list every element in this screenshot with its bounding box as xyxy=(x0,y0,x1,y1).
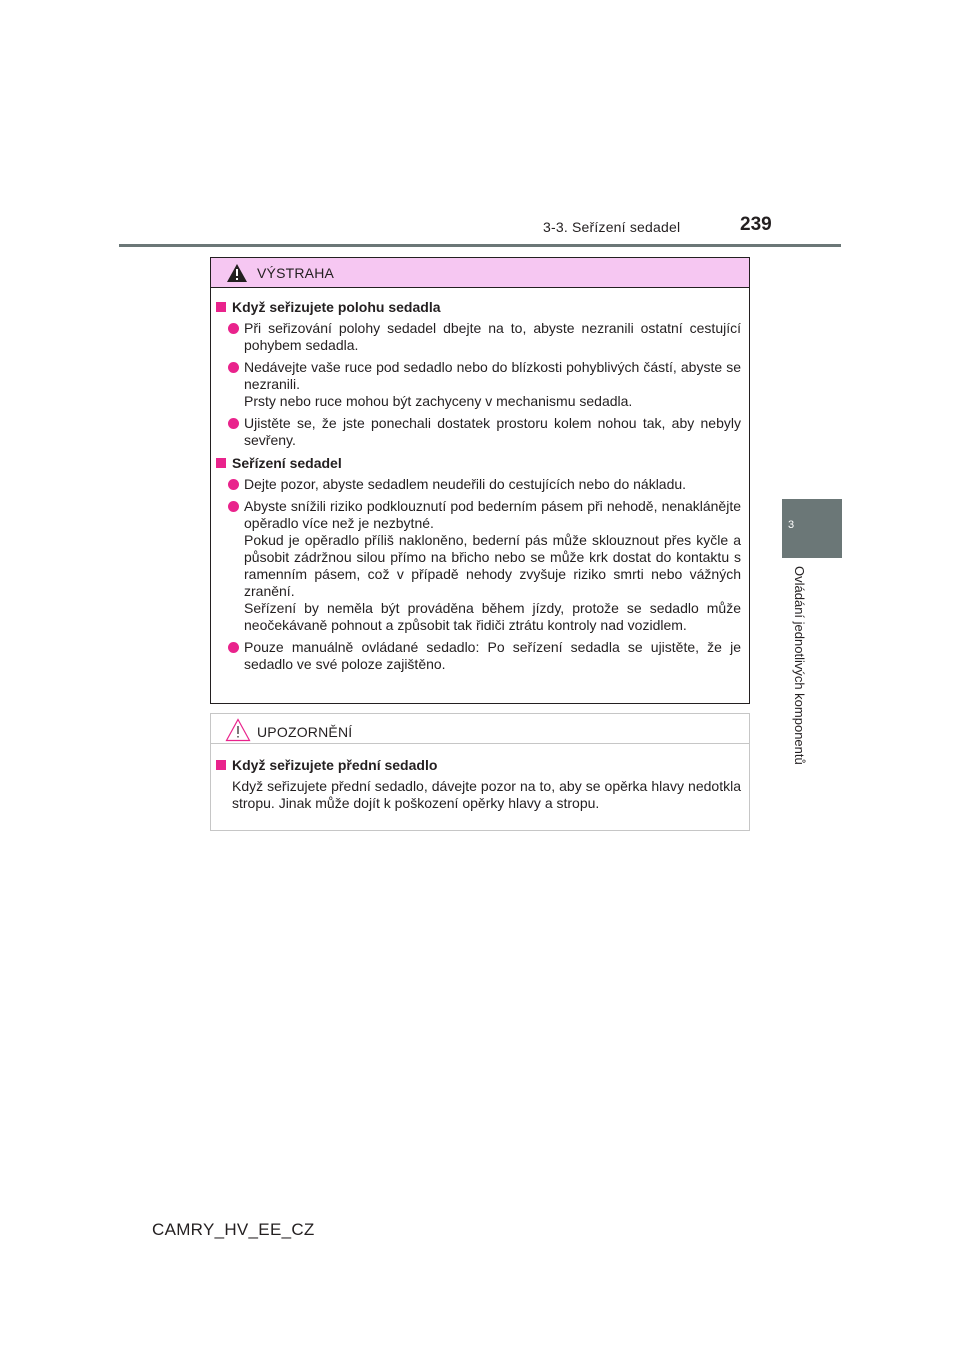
chapter-title: Ovládání jednotlivých komponentů xyxy=(792,566,807,765)
dot-bullet-icon xyxy=(228,642,239,653)
section-heading xyxy=(214,757,741,774)
dot-bullet-icon xyxy=(228,362,239,373)
warning-box-body xyxy=(211,288,749,673)
dot-bullet-icon xyxy=(228,323,239,334)
list-item xyxy=(214,320,741,354)
list-item xyxy=(214,359,741,410)
document-code: CAMRY_HV_EE_CZ xyxy=(152,1220,315,1239)
caution-title: UPOZORNĚNÍ xyxy=(257,724,353,740)
list-item xyxy=(214,415,741,449)
caution-box xyxy=(210,713,750,831)
section-heading-text: Když seřizujete přední sedadlo xyxy=(232,757,438,773)
section-heading xyxy=(214,299,741,316)
section-title: 3-3. Seřízení sedadel xyxy=(543,219,681,235)
caution-triangle-icon xyxy=(225,718,251,742)
square-bullet-icon xyxy=(216,302,226,312)
header-rule xyxy=(119,244,841,247)
list-item-text: Pouze manuálně ovládané sedadlo: Po seřízení sedadla se ujistěte, že je sedadlo ve své poloze zajištěno. xyxy=(244,639,741,672)
list-item xyxy=(214,639,741,673)
caution-box-header xyxy=(211,714,749,744)
dot-bullet-icon xyxy=(228,501,239,512)
square-bullet-icon xyxy=(216,458,226,468)
list-item-text: Dejte pozor, abyste sedadlem neudeřili do cestujících nebo do nákladu. xyxy=(244,476,687,492)
chapter-tab xyxy=(782,499,842,558)
section-heading-text: Seřízení sedadel xyxy=(232,455,342,471)
warning-box-header xyxy=(211,258,749,288)
square-bullet-icon xyxy=(216,760,226,770)
dot-bullet-icon xyxy=(228,479,239,490)
warning-title: VÝSTRAHA xyxy=(257,265,335,281)
section-heading xyxy=(214,455,741,472)
list-item-text: Abyste snížili riziko podklouznutí pod bederním pásem při nehodě, nenaklánějte opěradlo více než je nezbytné. Pokud je opěradlo příliš nakloněno, bederní pás může sklouznout přes kyčle a působit zádržnou silou přímo na břicho nebo se může krk dostat do kontaktu s ramenním pásem, což v případě nehody zvyšuje riziko smrti nebo vážných zranění. Seřízení by neměla být prováděna během jízdy, protože se sedadlo může neočekávaně pohnout a způsobit tak řidiči ztrátu kontroly nad vozidlem. xyxy=(244,498,741,633)
list-item-text: Při seřizování polohy sedadel dbejte na to, abyste nezranili ostatní cestující pohybem sedadla. xyxy=(244,320,741,353)
list-item-text: Ujistěte se, že jste ponechali dostatek prostoru kolem nohou tak, aby nebyly sevřeny. xyxy=(244,415,741,448)
dot-bullet-icon xyxy=(228,418,239,429)
section-heading-text: Když seřizujete polohu sedadla xyxy=(232,299,441,315)
caution-box-body xyxy=(211,744,749,812)
warning-box xyxy=(210,257,750,704)
warning-triangle-icon xyxy=(226,263,248,283)
caution-text: Když seřizujete přední sedadlo, dávejte pozor na to, aby se opěrka hlavy nedotkla stropu. Jinak může dojít k poškození opěrky hlavy a stropu. xyxy=(232,778,741,811)
list-item xyxy=(214,476,741,493)
list-item-text: Nedávejte vaše ruce pod sedadlo nebo do blízkosti pohyblivých částí, abyste se nezranili. Prsty nebo ruce mohou být zachyceny v mechanismu sedadla. xyxy=(244,359,741,409)
page-number: 239 xyxy=(740,214,772,235)
chapter-number: 3 xyxy=(788,519,795,531)
list-item xyxy=(214,498,741,634)
